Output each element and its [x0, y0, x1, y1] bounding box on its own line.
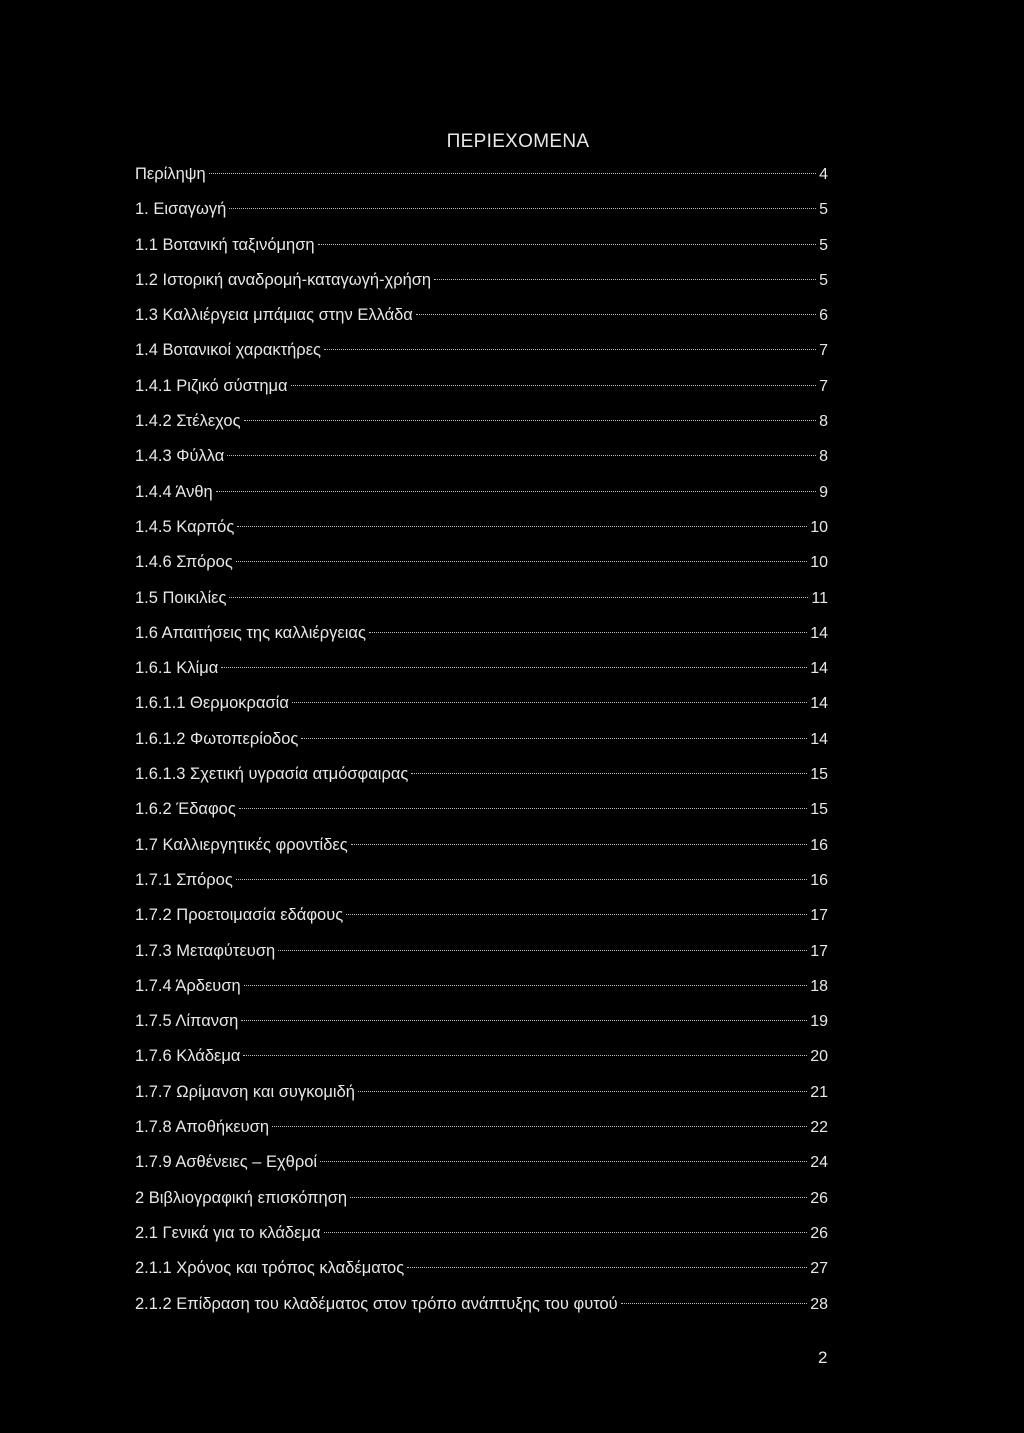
toc-entry-label: 1.6.1.1 Θερμοκρασία: [135, 694, 289, 713]
dot-leader: [272, 1126, 807, 1127]
toc-entry-page: 15: [810, 766, 828, 784]
dot-leader: [369, 632, 807, 633]
toc-entry-page: 14: [810, 695, 828, 713]
dot-leader: [229, 208, 816, 209]
toc-entry-label: 1.5 Ποικιλίες: [135, 588, 227, 607]
toc-entry-label: 1.4.2 Στέλεχος: [135, 412, 241, 431]
toc-entry-label: 2 Βιβλιογραφική επισκόπηση: [135, 1188, 348, 1207]
dot-leader: [244, 985, 808, 986]
toc-entry-label: 1.7.9 Ασθένειες – Εχθροί: [135, 1153, 318, 1172]
dot-leader: [229, 597, 808, 598]
toc-entry-page: 26: [810, 1224, 828, 1242]
toc-entry-label: 1.7.6 Κλάδεμα: [135, 1047, 241, 1066]
dot-leader: [411, 773, 807, 774]
toc-entry: [135, 481, 832, 516]
dot-leader: [320, 1161, 807, 1162]
toc-entry: [135, 1116, 832, 1151]
toc-entry-label: 2.1 Γενικά για το κλάδεμα: [135, 1223, 321, 1242]
dot-leader: [241, 1020, 807, 1021]
toc-entry-page: 10: [810, 554, 828, 572]
dot-leader: [350, 1197, 807, 1198]
toc-entry-page: 11: [811, 589, 828, 607]
toc-entry: [135, 375, 832, 410]
toc-entry-page: 16: [810, 871, 828, 889]
toc-entry-page: 27: [810, 1260, 828, 1278]
toc-entry-label: 1.6.1.3 Σχετική υγρασία ατμόσφαιρας: [135, 765, 409, 784]
toc-entry-label: 1.4.4 Άνθη: [135, 482, 213, 501]
dot-leader: [324, 349, 816, 350]
toc-entry-page: 5: [819, 236, 828, 254]
dot-leader: [239, 808, 807, 809]
toc-entry-label: 1.7.8 Αποθήκευση: [135, 1118, 270, 1137]
dot-leader: [324, 1232, 808, 1233]
toc-entry: [135, 728, 832, 763]
toc-entry-page: 5: [819, 201, 828, 219]
toc-entry-label: 1.6.1.2 Φωτοπερίοδος: [135, 729, 299, 748]
toc-entry-page: 8: [819, 448, 828, 466]
dot-leader: [346, 914, 807, 915]
toc-entry-label: 1.4.3 Φύλλα: [135, 447, 225, 466]
toc-entry: [135, 410, 832, 445]
toc-entry-page: 17: [810, 907, 828, 925]
toc-entry-label: 1.4.1 Ριζικό σύστημα: [135, 376, 288, 395]
toc-entry-page: 4: [819, 166, 828, 183]
toc-entry: [135, 587, 832, 622]
dot-leader: [301, 738, 807, 739]
toc-entry: [135, 198, 832, 233]
toc-entry-page: 16: [810, 836, 828, 854]
dot-leader: [243, 1055, 807, 1056]
dot-leader: [621, 1303, 808, 1304]
toc-entry-label: 1.7.7 Ωρίμανση και συγκομιδή: [135, 1082, 355, 1101]
toc-entry-page: 18: [810, 977, 828, 995]
toc-entry: [135, 692, 832, 727]
toc-entry-page: 6: [819, 307, 828, 325]
toc-entry: [135, 1010, 832, 1045]
toc-entry: [135, 1187, 832, 1222]
toc-entry-label: 1.6.2 Έδαφος: [135, 800, 236, 819]
toc-entry-label: 1.4.5 Καρπός: [135, 517, 235, 536]
toc-entry: [135, 445, 832, 480]
toc-entry: [135, 339, 832, 374]
toc-entry-page: 14: [810, 624, 828, 642]
page-number: 2: [818, 1348, 828, 1367]
dot-leader: [236, 879, 807, 880]
toc-entry-label: 1.4 Βοτανικοί χαρακτήρες: [135, 341, 322, 360]
toc-entry: [135, 904, 832, 939]
toc-entry-page: 5: [819, 271, 828, 289]
toc-entry-label: Περίληψη: [135, 165, 206, 183]
toc-entry-page: 17: [810, 942, 828, 960]
toc-entry: [135, 975, 832, 1010]
toc-entry-page: 21: [810, 1083, 828, 1101]
toc-entry-label: 1.7.4 Άρδευση: [135, 976, 241, 995]
toc-entry-page: 10: [810, 518, 828, 536]
toc-entry: [135, 551, 832, 586]
toc-entry-label: 1. Εισαγωγή: [135, 200, 227, 219]
toc-entry: [135, 798, 832, 833]
toc-entry-label: 2.1.2 Επίδραση του κλαδέματος στον τρόπο ανάπτυξης του φυτού: [135, 1294, 618, 1313]
dot-leader: [292, 702, 807, 703]
toc-entry: [135, 1222, 832, 1257]
dot-leader: [227, 455, 816, 456]
toc-entry: [135, 622, 832, 657]
toc-entry-label: 1.7.5 Λίπανση: [135, 1012, 239, 1031]
toc-entry-label: 1.2 Ιστορική αναδρομή-καταγωγή-χρήση: [135, 270, 432, 289]
toc-entry-page: 15: [810, 801, 828, 819]
toc-entry: [135, 516, 832, 551]
dot-leader: [236, 561, 807, 562]
dot-leader: [209, 173, 816, 174]
toc-entry-page: 14: [810, 660, 828, 678]
toc-entry: [135, 1045, 832, 1080]
toc-entry-label: 1.6 Απαιτήσεις της καλλιέργειας: [135, 623, 366, 642]
toc-entry-page: 8: [819, 413, 828, 431]
toc-entry-label: 1.1 Βοτανική ταξινόμηση: [135, 235, 315, 254]
dot-leader: [434, 279, 816, 280]
toc-entry-label: 1.7 Καλλιεργητικές φροντίδες: [135, 835, 348, 854]
toc-entry-page: 24: [810, 1154, 828, 1172]
toc-entry-label: 1.7.1 Σπόρος: [135, 870, 233, 889]
dot-leader: [244, 420, 817, 421]
dot-leader: [237, 526, 807, 527]
dot-leader: [416, 314, 816, 315]
toc-entry: [135, 269, 832, 304]
toc-entry: [135, 234, 832, 269]
dot-leader: [291, 385, 817, 386]
toc-entry-label: 2.1.1 Χρόνος και τρόπος κλαδέματος: [135, 1259, 405, 1278]
toc-entry: [135, 1151, 832, 1186]
toc-entry: [135, 834, 832, 869]
toc-entry-label: 1.7.2 Προετοιμασία εδάφους: [135, 906, 344, 925]
toc-entry: [135, 1293, 832, 1328]
toc-entry-page: 14: [810, 730, 828, 748]
toc-entry-label: 1.4.6 Σπόρος: [135, 553, 233, 572]
toc-entry-page: 20: [810, 1048, 828, 1066]
toc-entry-page: 26: [810, 1189, 828, 1207]
toc-entry: [135, 1081, 832, 1116]
toc-entry: [135, 163, 832, 198]
dot-leader: [358, 1091, 807, 1092]
dot-leader: [407, 1267, 807, 1268]
toc-entry-label: 1.3 Καλλιέργεια μπάμιας στην Ελλάδα: [135, 306, 413, 325]
toc-title: ΠΕΡΙΕΧΟΜΕΝΑ: [446, 131, 590, 152]
toc-entry-label: 1.7.3 Μεταφύτευση: [135, 941, 276, 960]
toc-entry: [135, 304, 832, 339]
toc-entry-page: 28: [810, 1295, 828, 1313]
toc-entry-label: 1.6.1 Κλίμα: [135, 659, 219, 678]
toc-entry: [135, 1257, 832, 1292]
dot-leader: [221, 667, 807, 668]
toc-entry-page: 9: [819, 483, 828, 501]
toc-entry: [135, 657, 832, 692]
dot-leader: [351, 844, 807, 845]
toc-entry-page: 19: [810, 1013, 828, 1031]
toc-entry-page: 22: [810, 1119, 828, 1137]
dot-leader: [318, 244, 817, 245]
toc-entry: [135, 763, 832, 798]
toc-entry: [135, 940, 832, 975]
toc-entry-page: 7: [819, 342, 828, 360]
dot-leader: [278, 950, 807, 951]
toc-entry: [135, 869, 832, 904]
toc-entry-page: 7: [819, 377, 828, 395]
toc-list: [135, 163, 832, 1328]
dot-leader: [216, 491, 816, 492]
